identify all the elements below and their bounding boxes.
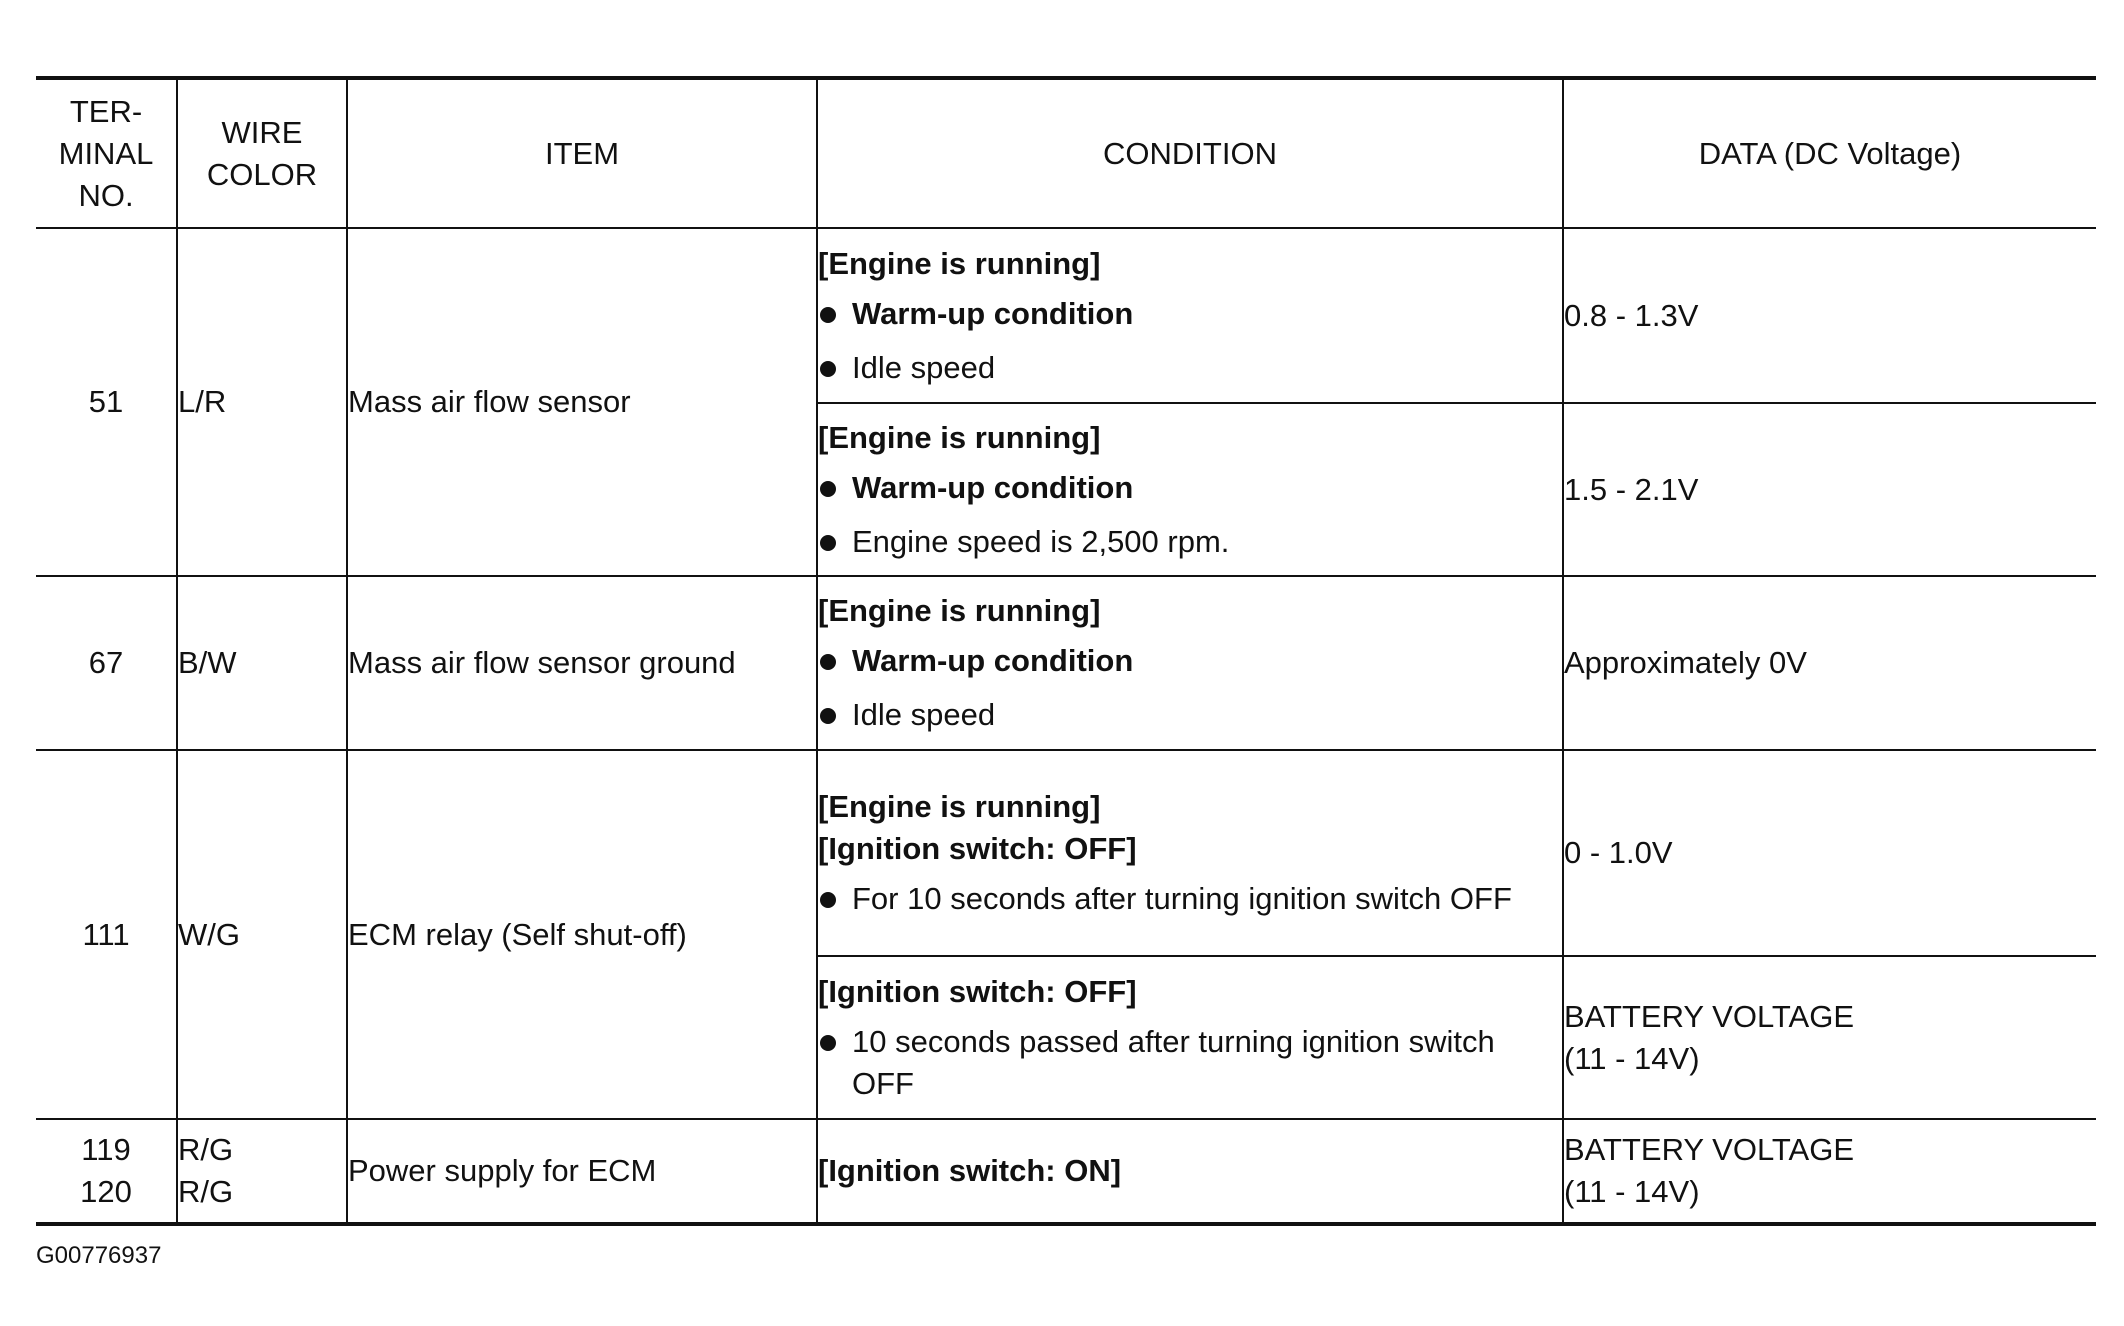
condition-cell — [817, 403, 1563, 576]
condition-bullet: Engine speed is 2,500 rpm. — [818, 521, 1562, 563]
voltage-data-cell: 0.8 - 1.3V — [1563, 228, 2096, 403]
wire-color-cell: L/R — [177, 228, 347, 576]
table-row — [36, 750, 2096, 956]
item-cell: Mass air flow sensor — [347, 228, 817, 576]
condition-bullet: Warm-up condition — [818, 640, 1562, 682]
voltage-data-cell: Approximately 0V — [1563, 576, 2096, 750]
condition-bullet-list — [818, 467, 1562, 563]
header-item: ITEM — [347, 78, 817, 228]
ecm-terminal-table — [36, 76, 2096, 1226]
terminal-no-cell: 67 — [36, 576, 177, 750]
condition-cell — [817, 228, 1563, 403]
condition-heading: [Engine is running] — [818, 593, 1101, 628]
condition-heading: [Ignition switch: OFF] — [818, 973, 1137, 1009]
wire-color-cell: W/G — [177, 750, 347, 1119]
condition-heading: [Ignition switch: OFF] — [818, 831, 1137, 866]
condition-bullet: Idle speed — [818, 694, 1562, 736]
table-row — [36, 1119, 2096, 1224]
condition-cell — [817, 750, 1563, 956]
condition-cell — [817, 956, 1563, 1119]
table-body — [36, 228, 2096, 1224]
header-data: DATA (DC Voltage) — [1563, 78, 2096, 228]
condition-bullet-list — [818, 1021, 1562, 1105]
condition-bullet: For 10 seconds after turning ignition switch OFF — [818, 878, 1562, 920]
condition-heading: [Engine is running] — [818, 419, 1101, 455]
condition-heading: [Engine is running] — [818, 789, 1101, 824]
terminal-no-cell: 51 — [36, 228, 177, 576]
voltage-data-cell: BATTERY VOLTAGE (11 - 14V) — [1563, 956, 2096, 1119]
header-terminal-no: TER- MINAL NO. — [36, 78, 177, 228]
condition-bullet-list — [818, 640, 1562, 736]
wire-color-cell: B/W — [177, 576, 347, 750]
item-cell: ECM relay (Self shut-off) — [347, 750, 817, 1119]
item-cell: Power supply for ECM — [347, 1119, 817, 1224]
voltage-data-cell: BATTERY VOLTAGE (11 - 14V) — [1563, 1119, 2096, 1224]
item-cell: Mass air flow sensor ground — [347, 576, 817, 750]
terminal-no-cell: 111 — [36, 750, 177, 1119]
condition-cell — [817, 1119, 1563, 1224]
condition-bullet-list — [818, 293, 1562, 389]
voltage-data-cell: 1.5 - 2.1V — [1563, 403, 2096, 576]
condition-heading: [Ignition switch: ON] — [818, 1153, 1122, 1188]
condition-heading: [Engine is running] — [818, 245, 1101, 281]
wire-color-cell: R/G R/G — [177, 1119, 347, 1224]
figure-id: G00776937 — [36, 1242, 162, 1269]
condition-bullet-list — [818, 878, 1562, 920]
table-row — [36, 228, 2096, 403]
condition-cell — [817, 576, 1563, 750]
condition-bullet: Idle speed — [818, 347, 1562, 389]
header-condition: CONDITION — [817, 78, 1563, 228]
table-row — [36, 576, 2096, 750]
voltage-data-cell: 0 - 1.0V — [1563, 750, 2096, 956]
header-wire-color: WIRE COLOR — [177, 78, 347, 228]
condition-bullet: 10 seconds passed after turning ignition switch OFF — [818, 1021, 1562, 1105]
header-row — [36, 78, 2096, 228]
condition-bullet: Warm-up condition — [818, 467, 1562, 509]
condition-bullet: Warm-up condition — [818, 293, 1562, 335]
terminal-no-cell: 119 120 — [36, 1119, 177, 1224]
